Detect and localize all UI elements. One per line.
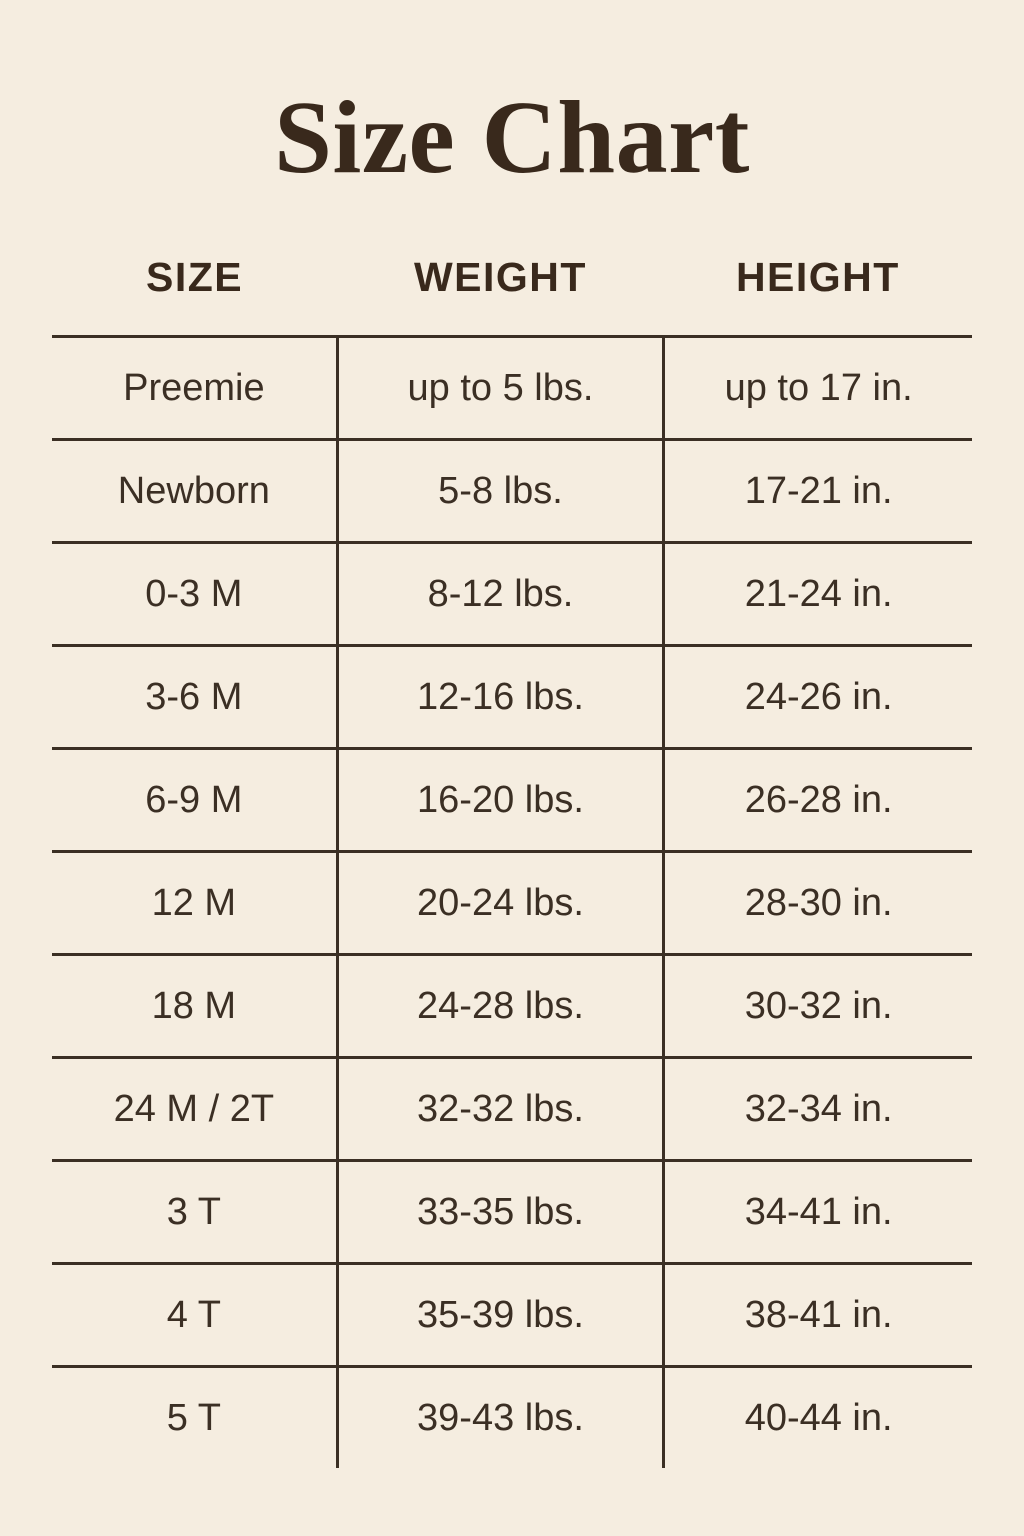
cell-weight: up to 5 lbs. (337, 337, 664, 440)
table-row (52, 1058, 972, 1161)
cell-height: 30-32 in. (664, 955, 972, 1058)
table-row (52, 543, 972, 646)
table-row (52, 1161, 972, 1264)
cell-weight: 33-35 lbs. (337, 1161, 664, 1264)
cell-size: 3 T (52, 1161, 337, 1264)
table-body (52, 337, 972, 1469)
cell-weight: 16-20 lbs. (337, 749, 664, 852)
cell-height: 28-30 in. (664, 852, 972, 955)
cell-weight: 24-28 lbs. (337, 955, 664, 1058)
cell-weight: 5-8 lbs. (337, 440, 664, 543)
cell-weight: 12-16 lbs. (337, 646, 664, 749)
cell-size: 6-9 M (52, 749, 337, 852)
table-row (52, 852, 972, 955)
cell-height: up to 17 in. (664, 337, 972, 440)
cell-height: 34-41 in. (664, 1161, 972, 1264)
cell-size: 24 M / 2T (52, 1058, 337, 1161)
cell-size: Newborn (52, 440, 337, 543)
cell-size: 4 T (52, 1264, 337, 1367)
table-row (52, 1367, 972, 1469)
table-row (52, 646, 972, 749)
cell-size: Preemie (52, 337, 337, 440)
column-header-height: HEIGHT (664, 254, 972, 337)
cell-height: 21-24 in. (664, 543, 972, 646)
cell-weight: 39-43 lbs. (337, 1367, 664, 1469)
cell-size: 18 M (52, 955, 337, 1058)
column-header-size: SIZE (52, 254, 337, 337)
table-row (52, 749, 972, 852)
table-row (52, 440, 972, 543)
cell-height: 24-26 in. (664, 646, 972, 749)
cell-height: 26-28 in. (664, 749, 972, 852)
table-header (52, 254, 972, 337)
page-title: Size Chart (274, 80, 750, 195)
cell-weight: 8-12 lbs. (337, 543, 664, 646)
cell-weight: 32-32 lbs. (337, 1058, 664, 1161)
size-chart-table (52, 254, 972, 1468)
table-header-row (52, 254, 972, 337)
table-row (52, 337, 972, 440)
cell-size: 3-6 M (52, 646, 337, 749)
cell-size: 0-3 M (52, 543, 337, 646)
cell-weight: 20-24 lbs. (337, 852, 664, 955)
cell-height: 17-21 in. (664, 440, 972, 543)
table-row (52, 955, 972, 1058)
cell-size: 12 M (52, 852, 337, 955)
cell-weight: 35-39 lbs. (337, 1264, 664, 1367)
table-row (52, 1264, 972, 1367)
cell-height: 32-34 in. (664, 1058, 972, 1161)
column-header-weight: WEIGHT (337, 254, 664, 337)
cell-height: 40-44 in. (744, 1396, 893, 1439)
cell-height: 38-41 in. (664, 1264, 972, 1367)
cell-size: 5 T (52, 1367, 337, 1469)
